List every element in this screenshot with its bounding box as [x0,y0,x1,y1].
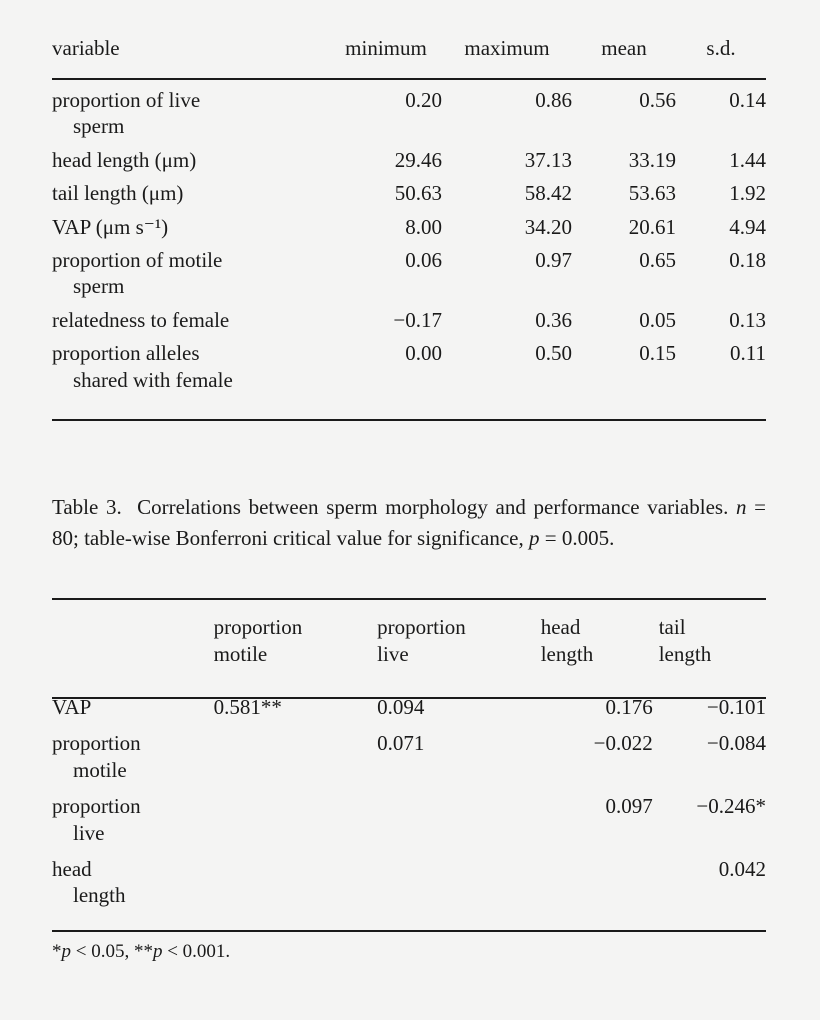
cell-proportion-live [377,846,541,909]
table-row [52,333,766,393]
column-header-tail-length: tail length [658,615,712,666]
cell-minimum: 29.46 [394,147,442,172]
cell-proportion-live [377,783,541,846]
table-rule-bottom [52,930,766,932]
cell-maximum: 0.36 [535,307,572,332]
cell-mean: 20.61 [628,214,676,239]
cell-variable [52,300,330,333]
table-header-row [52,614,766,678]
cell-variable [52,783,214,846]
cell-sd: 0.11 [730,341,766,366]
cell-proportion-live: 0.071 [377,731,425,756]
caption-text: Correlations between sperm morphology and performance variables. [137,495,729,519]
caption-n-symbol: n [736,495,747,519]
cell-head-length [541,846,659,909]
cell-variable [52,140,330,173]
cell-mean: 0.56 [639,87,676,112]
variable-label: tail length (μm) [52,181,184,206]
cell-sd: 0.18 [729,248,766,273]
cell-variable [52,207,330,240]
variable-label-continuation: shared with female [73,367,233,392]
cell-head-length: 0.176 [605,694,653,719]
cell-sd: 1.92 [729,181,766,206]
cell-maximum: 34.20 [524,214,572,239]
column-header-proportion-motile: proportion motile [213,615,303,666]
cell-head-length: 0.097 [605,794,653,819]
cell-mean: 0.65 [639,248,676,273]
cell-proportion-motile [214,720,378,783]
cell-minimum: 0.06 [405,248,442,273]
cell-mean: 0.15 [639,341,676,366]
variable-label-continuation: length [73,883,126,908]
table-row [52,240,766,300]
variable-label: relatedness to female [52,307,230,332]
column-header-head-length: head length [540,615,594,666]
table-row [52,140,766,173]
variable-label: proportion alleles [52,341,200,366]
variable-label: head length (μm) [52,147,197,172]
cell-variable [52,240,330,300]
table-row [52,173,766,206]
column-header-sd: s.d. [706,36,736,60]
cell-mean: 53.63 [628,181,676,206]
column-header-minimum: minimum [345,36,427,60]
table-rule-header [52,697,766,699]
table-caption [52,492,766,554]
cell-variable [52,846,214,909]
cell-sd: 4.94 [729,214,766,239]
cell-maximum: 0.86 [535,87,572,112]
cell-tail-length: −0.246* [696,794,766,819]
column-header-proportion-live: proportion live [377,615,466,666]
cell-head-length: −0.022 [593,731,653,756]
summary-statistics-table [52,36,766,393]
table-row [52,783,766,846]
table-row [52,300,766,333]
cell-variable [52,70,330,140]
table-header [52,36,766,70]
cell-tail-length: −0.084 [706,731,766,756]
table-rule-header [52,78,766,80]
variable-label-continuation: live [73,820,105,845]
variable-label: VAP [52,694,92,719]
cell-proportion-motile [214,846,378,909]
cell-proportion-motile: 0.581** [213,694,282,719]
variable-label: proportion of motile [52,248,223,273]
cell-variable [52,720,214,783]
cell-maximum: 37.13 [524,147,572,172]
cell-sd: 0.13 [729,307,766,332]
cell-mean: 33.19 [628,147,676,172]
cell-sd: 1.44 [729,147,766,172]
variable-label: proportion [52,794,141,819]
variable-label-continuation: motile [73,757,127,782]
table-row [52,207,766,240]
cell-minimum: 50.63 [394,181,442,206]
table-rule-top [52,598,766,600]
column-header-maximum: maximum [464,36,550,60]
caption-n-value: = 80; table-wise Bonferroni critical value for significance, [52,495,767,550]
caption-label: Table 3. [52,495,122,519]
cell-maximum: 0.97 [535,248,572,273]
cell-proportion-live: 0.094 [377,694,425,719]
cell-tail-length: −0.101 [706,694,766,719]
cell-mean: 0.05 [639,307,676,332]
cell-sd: 0.14 [729,87,766,112]
table-header-row [52,36,766,70]
table-rule-bottom [52,419,766,421]
column-header-variable: variable [52,36,120,60]
cell-minimum: 0.00 [405,341,442,366]
caption-p-value: = 0.005. [544,525,615,550]
cell-variable [52,333,330,393]
variable-label-continuation: sperm [73,114,125,139]
column-header-variable [52,614,214,678]
variable-label: proportion of live [52,87,201,112]
table-row [52,70,766,140]
variable-label: head [52,857,92,882]
cell-maximum: 0.50 [535,341,572,366]
table-body [52,70,766,394]
cell-proportion-motile [214,783,378,846]
column-header-mean: mean [601,36,647,60]
table-body [52,678,766,909]
variable-label: VAP (μm s⁻¹) [52,214,169,239]
table-row [52,720,766,783]
cell-minimum: −0.17 [393,307,442,332]
table-header [52,614,766,678]
variable-label: proportion [52,731,141,756]
cell-variable [52,173,330,206]
table-row [52,846,766,909]
cell-maximum: 58.42 [524,181,572,206]
cell-minimum: 0.20 [405,87,442,112]
cell-minimum: 8.00 [405,214,442,239]
table-footnote: *p < 0.05, **p < 0.001. [52,941,231,962]
correlations-table [52,614,766,909]
caption-p-symbol: p [528,525,540,550]
variable-label-continuation: sperm [73,274,125,299]
cell-tail-length: 0.042 [718,857,766,882]
